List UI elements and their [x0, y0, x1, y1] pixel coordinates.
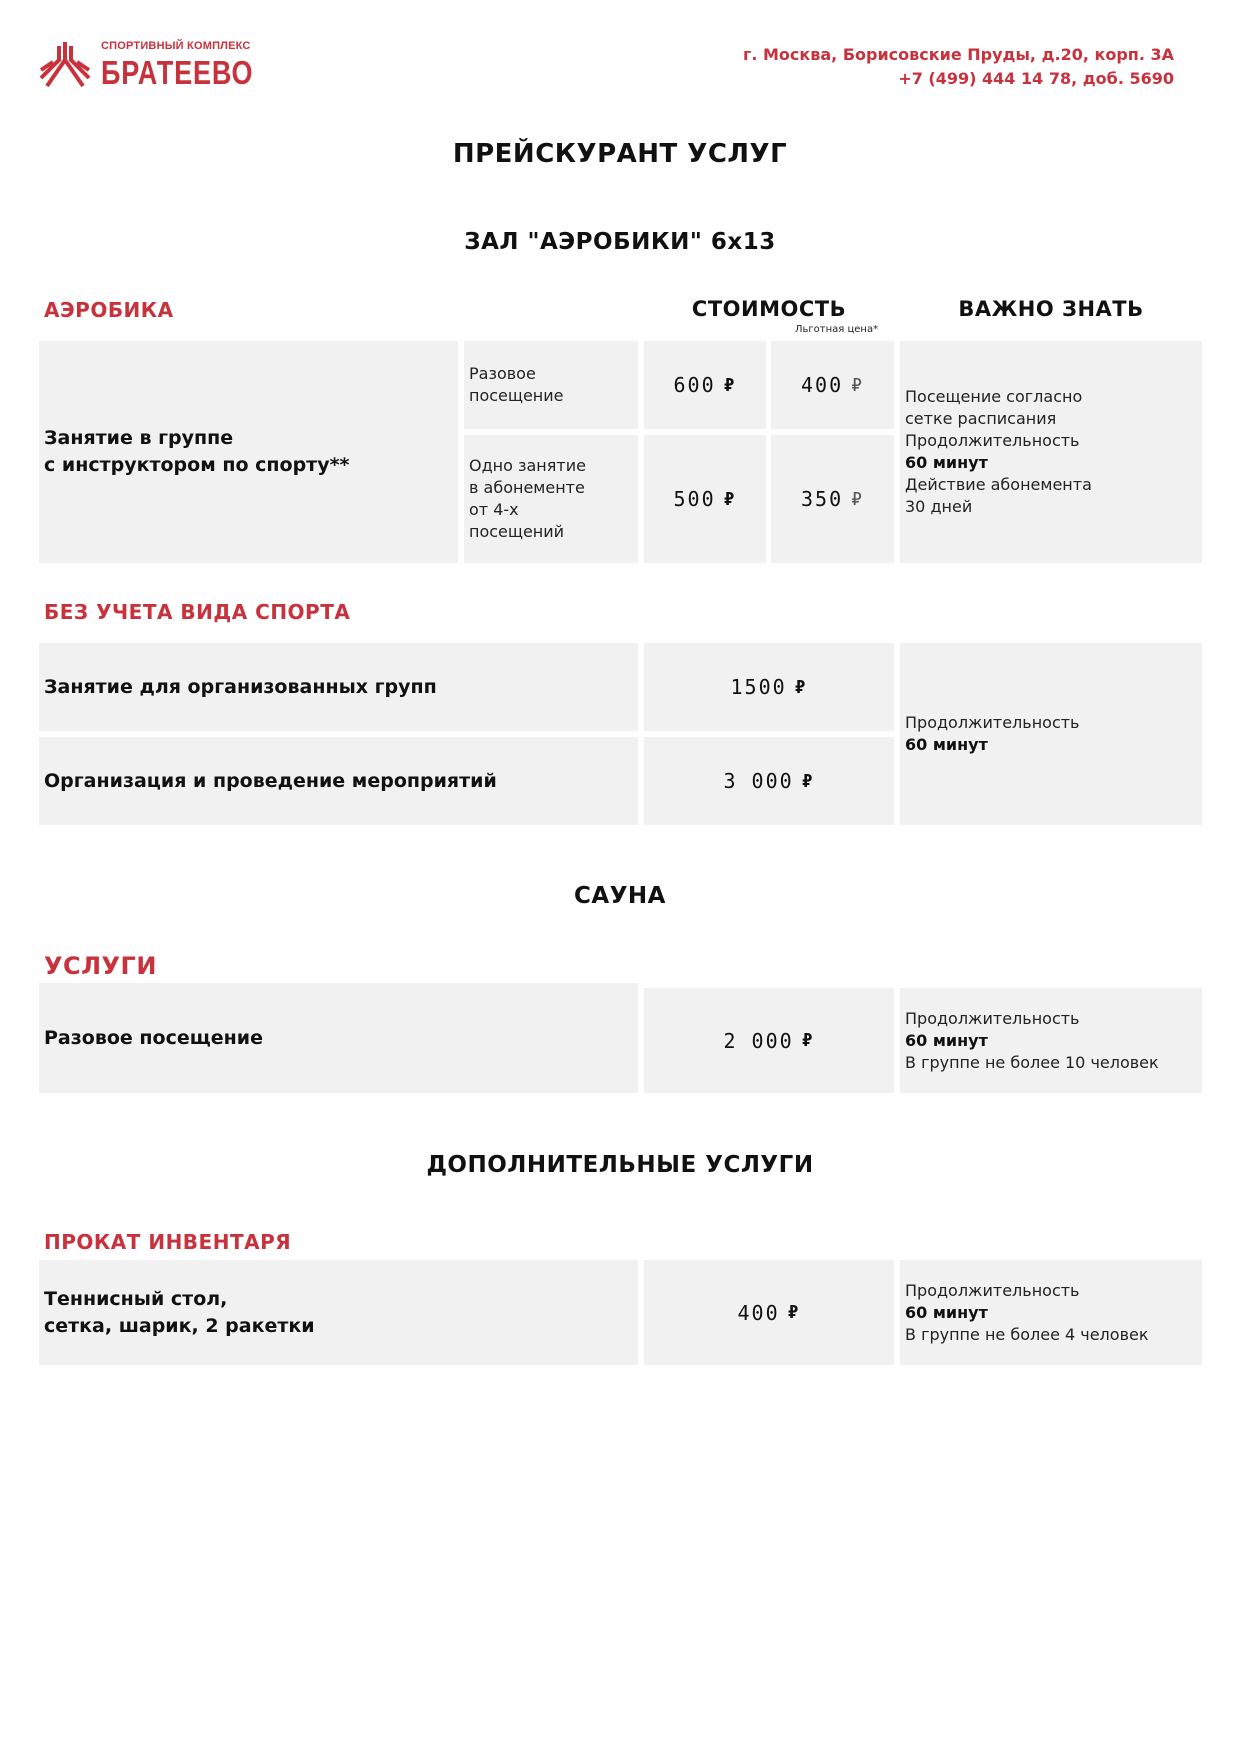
aerobics-row1-label — [469, 363, 564, 407]
section-sauna-services: УСЛУГИ — [44, 952, 157, 980]
aerobics-hall-heading: ЗАЛ "АЭРОБИКИ" 6х13 — [464, 229, 776, 255]
aerobics-row2-label-line3: от 4-х — [469, 500, 519, 519]
section-equipment-rental: ПРОКАТ ИНВЕНТАРЯ — [44, 1230, 292, 1254]
aerobics-row1-price-cell — [644, 341, 766, 429]
extra-info-duration: 60 минут — [905, 1302, 988, 1322]
aerobics-info-line5: Действие абонемента — [905, 475, 1092, 494]
extra-price: 400 — [737, 1300, 780, 1325]
no-sport-info-duration: 60 минут — [905, 735, 988, 754]
extra-info-line1: Продолжительность — [905, 1280, 1080, 1300]
ruble-icon: ₽ — [794, 676, 808, 698]
aerobics-row2-label-line2: в абонементе — [469, 478, 585, 497]
sauna-heading: САУНА — [574, 883, 666, 909]
sauna-info-cell — [900, 988, 1202, 1093]
no-sport-row1-price-cell — [644, 643, 894, 731]
aerobics-row2-label-line4: посещений — [469, 522, 565, 541]
aerobics-info-line1: Посещение согласно — [905, 387, 1083, 406]
sauna-name: Разовое посещение — [44, 1026, 263, 1049]
section-aerobics: АЭРОБИКА — [44, 298, 174, 322]
aerobics-row2-label-line1: Одно занятие — [469, 456, 586, 475]
aerobics-row1-price: 600 — [673, 373, 716, 397]
section-no-sport: БЕЗ УЧЕТА ВИДА СПОРТА — [44, 600, 351, 624]
col-cost-note: Льготная цена* — [795, 324, 879, 335]
no-sport-row1-name: Занятие для организованных групп — [44, 675, 437, 698]
aerobics-row1-discount-price: 400 — [801, 373, 844, 397]
ruble-icon: ₽ — [801, 1030, 815, 1051]
sauna-price: 2 000 — [723, 1028, 794, 1053]
extra-price-cell — [644, 1260, 894, 1365]
aerobics-row2-price-cell — [644, 435, 766, 563]
aerobics-info-cell — [900, 341, 1202, 563]
sauna-info — [905, 1008, 1159, 1074]
aerobics-service-line1: Занятие в группе — [44, 427, 234, 449]
extra-services-heading: ДОПОЛНИТЕЛЬНЫЕ УСЛУГИ — [426, 1152, 814, 1178]
sauna-price-cell — [644, 988, 894, 1093]
col-info-header: ВАЖНО ЗНАТЬ — [958, 297, 1144, 321]
aerobics-service-cell — [39, 341, 458, 563]
no-sport-row1-price: 1500 — [730, 675, 787, 699]
aerobics-row2-discount-price: 350 — [801, 487, 844, 511]
no-sport-row2-price-cell — [644, 737, 894, 825]
aerobics-service-line2: с инструктором по спорту** — [44, 454, 350, 476]
address: г. Москва, Борисовские Пруды, д.20, корп. 3А — [742, 45, 1174, 64]
extra-name-line2: сетка, шарик, 2 ракетки — [44, 1314, 315, 1337]
ruble-icon: ₽ — [787, 1302, 801, 1323]
aerobics-service-name — [44, 425, 349, 479]
logo-small-text: СПОРТИВНЫЙ КОМПЛЕКС — [101, 40, 251, 52]
aerobics-row1-label-cell — [464, 341, 638, 429]
no-sport-info — [905, 712, 1079, 756]
sauna-info-line3: В группе не более 10 человек — [905, 1052, 1159, 1072]
aerobics-row2-discount-cell — [771, 435, 894, 563]
aerobics-info-duration: 60 минут — [905, 453, 988, 472]
extra-name-line1: Теннисный стол, — [44, 1287, 228, 1310]
aerobics-row1-label-line1: Разовое — [469, 364, 536, 383]
aerobics-row2-price: 500 — [673, 487, 716, 511]
no-sport-row2-price: 3 000 — [723, 769, 794, 793]
ruble-icon: ₽ — [851, 488, 864, 510]
ruble-icon: ₽ — [801, 770, 815, 792]
sauna-name-cell — [39, 983, 638, 1093]
extra-info-line3: В группе не более 4 человек — [905, 1324, 1149, 1344]
logo-big-text: БРАТЕЕВО — [101, 54, 254, 91]
no-sport-row2-name: Организация и проведение мероприятий — [44, 769, 497, 792]
no-sport-info-line1: Продолжительность — [905, 713, 1080, 732]
no-sport-info-cell — [900, 643, 1202, 825]
no-sport-row2-name-cell — [39, 737, 638, 825]
ruble-icon: ₽ — [723, 488, 737, 510]
extra-name-cell — [39, 1260, 638, 1365]
aerobics-row2-label — [469, 455, 586, 543]
logo — [39, 38, 259, 94]
bratejevo-logo-icon — [39, 40, 91, 92]
sauna-info-duration: 60 минут — [905, 1030, 988, 1050]
aerobics-row1-label-line2: посещение — [469, 386, 564, 405]
col-cost-header: СТОИМОСТЬ — [691, 297, 847, 321]
aerobics-info-line2: сетке расписания — [905, 409, 1057, 428]
ruble-icon: ₽ — [851, 374, 864, 396]
extra-info — [905, 1280, 1149, 1346]
no-sport-row1-name-cell — [39, 643, 638, 731]
aerobics-row1-discount-cell — [771, 341, 894, 429]
aerobics-row2-label-cell — [464, 435, 638, 563]
extra-name — [44, 1286, 315, 1340]
aerobics-info — [905, 386, 1092, 518]
phone: +7 (499) 444 14 78, доб. 5690 — [898, 69, 1174, 88]
aerobics-info-line3: Продолжительность — [905, 431, 1080, 450]
sauna-info-line1: Продолжительность — [905, 1008, 1080, 1028]
aerobics-info-line6: 30 дней — [905, 497, 973, 516]
ruble-icon: ₽ — [723, 374, 737, 396]
extra-info-cell — [900, 1260, 1202, 1365]
page-title: ПРЕЙСКУРАНТ УСЛУГ — [452, 139, 788, 169]
